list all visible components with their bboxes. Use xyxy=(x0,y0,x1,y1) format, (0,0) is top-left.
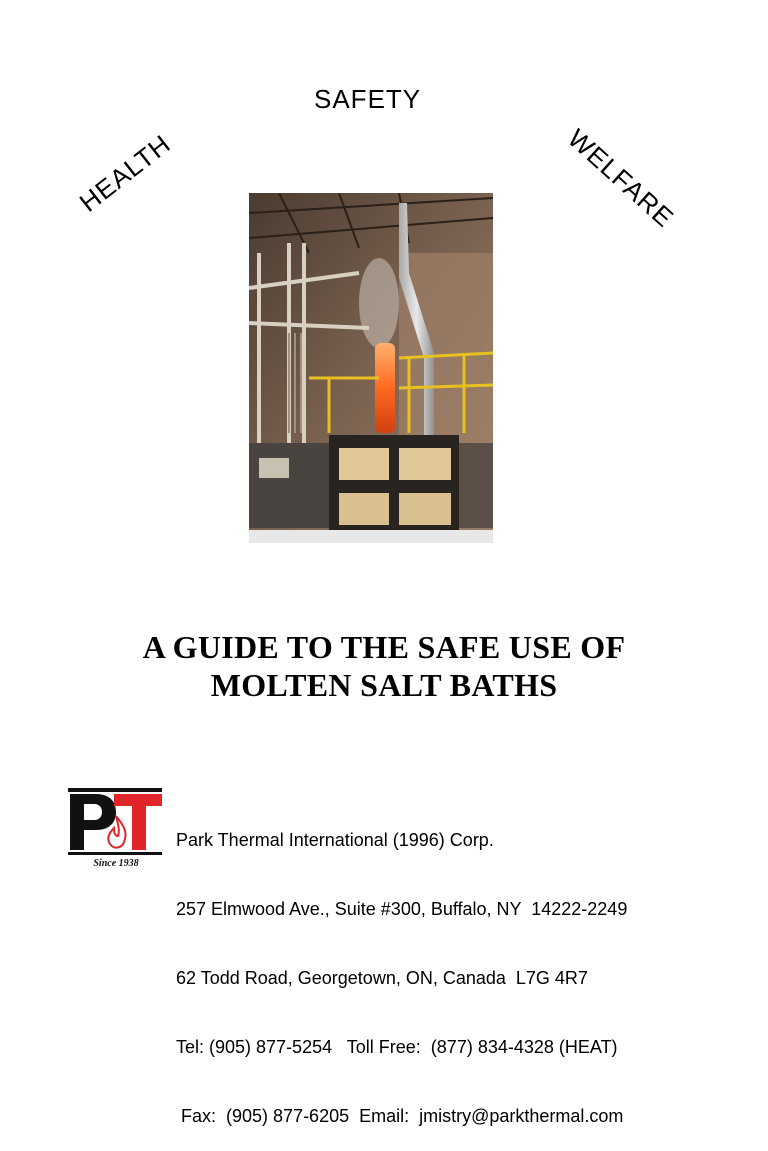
welfare-heading: WELFARE xyxy=(562,123,680,234)
title-line-2: MOLTEN SALT BATHS xyxy=(210,667,558,703)
address-us: 257 Elmwood Ave., Suite #300, Buffalo, NY 14222-2249 xyxy=(176,899,628,919)
contact-block xyxy=(176,783,627,1151)
park-thermal-logo xyxy=(68,786,164,870)
title-line-1: A GUIDE TO THE SAFE USE OF xyxy=(142,629,626,665)
furnace-photo xyxy=(249,193,493,543)
address-canada: 62 Todd Road, Georgetown, ON, Canada L7G 4R7 xyxy=(176,968,588,988)
health-heading: HEALTH xyxy=(73,128,177,218)
safety-heading: SAFETY xyxy=(314,84,422,114)
fax-email-line: Fax: (905) 877-6205 Email: jmistry@parkthermal.com xyxy=(181,1106,624,1126)
company-name: Park Thermal International (1996) Corp. xyxy=(176,830,494,850)
document-title xyxy=(0,628,768,704)
logo-since-text: Since 1938 xyxy=(93,858,139,869)
phone-line: Tel: (905) 877-5254 Toll Free: (877) 834-4328 (HEAT) xyxy=(176,1037,618,1057)
